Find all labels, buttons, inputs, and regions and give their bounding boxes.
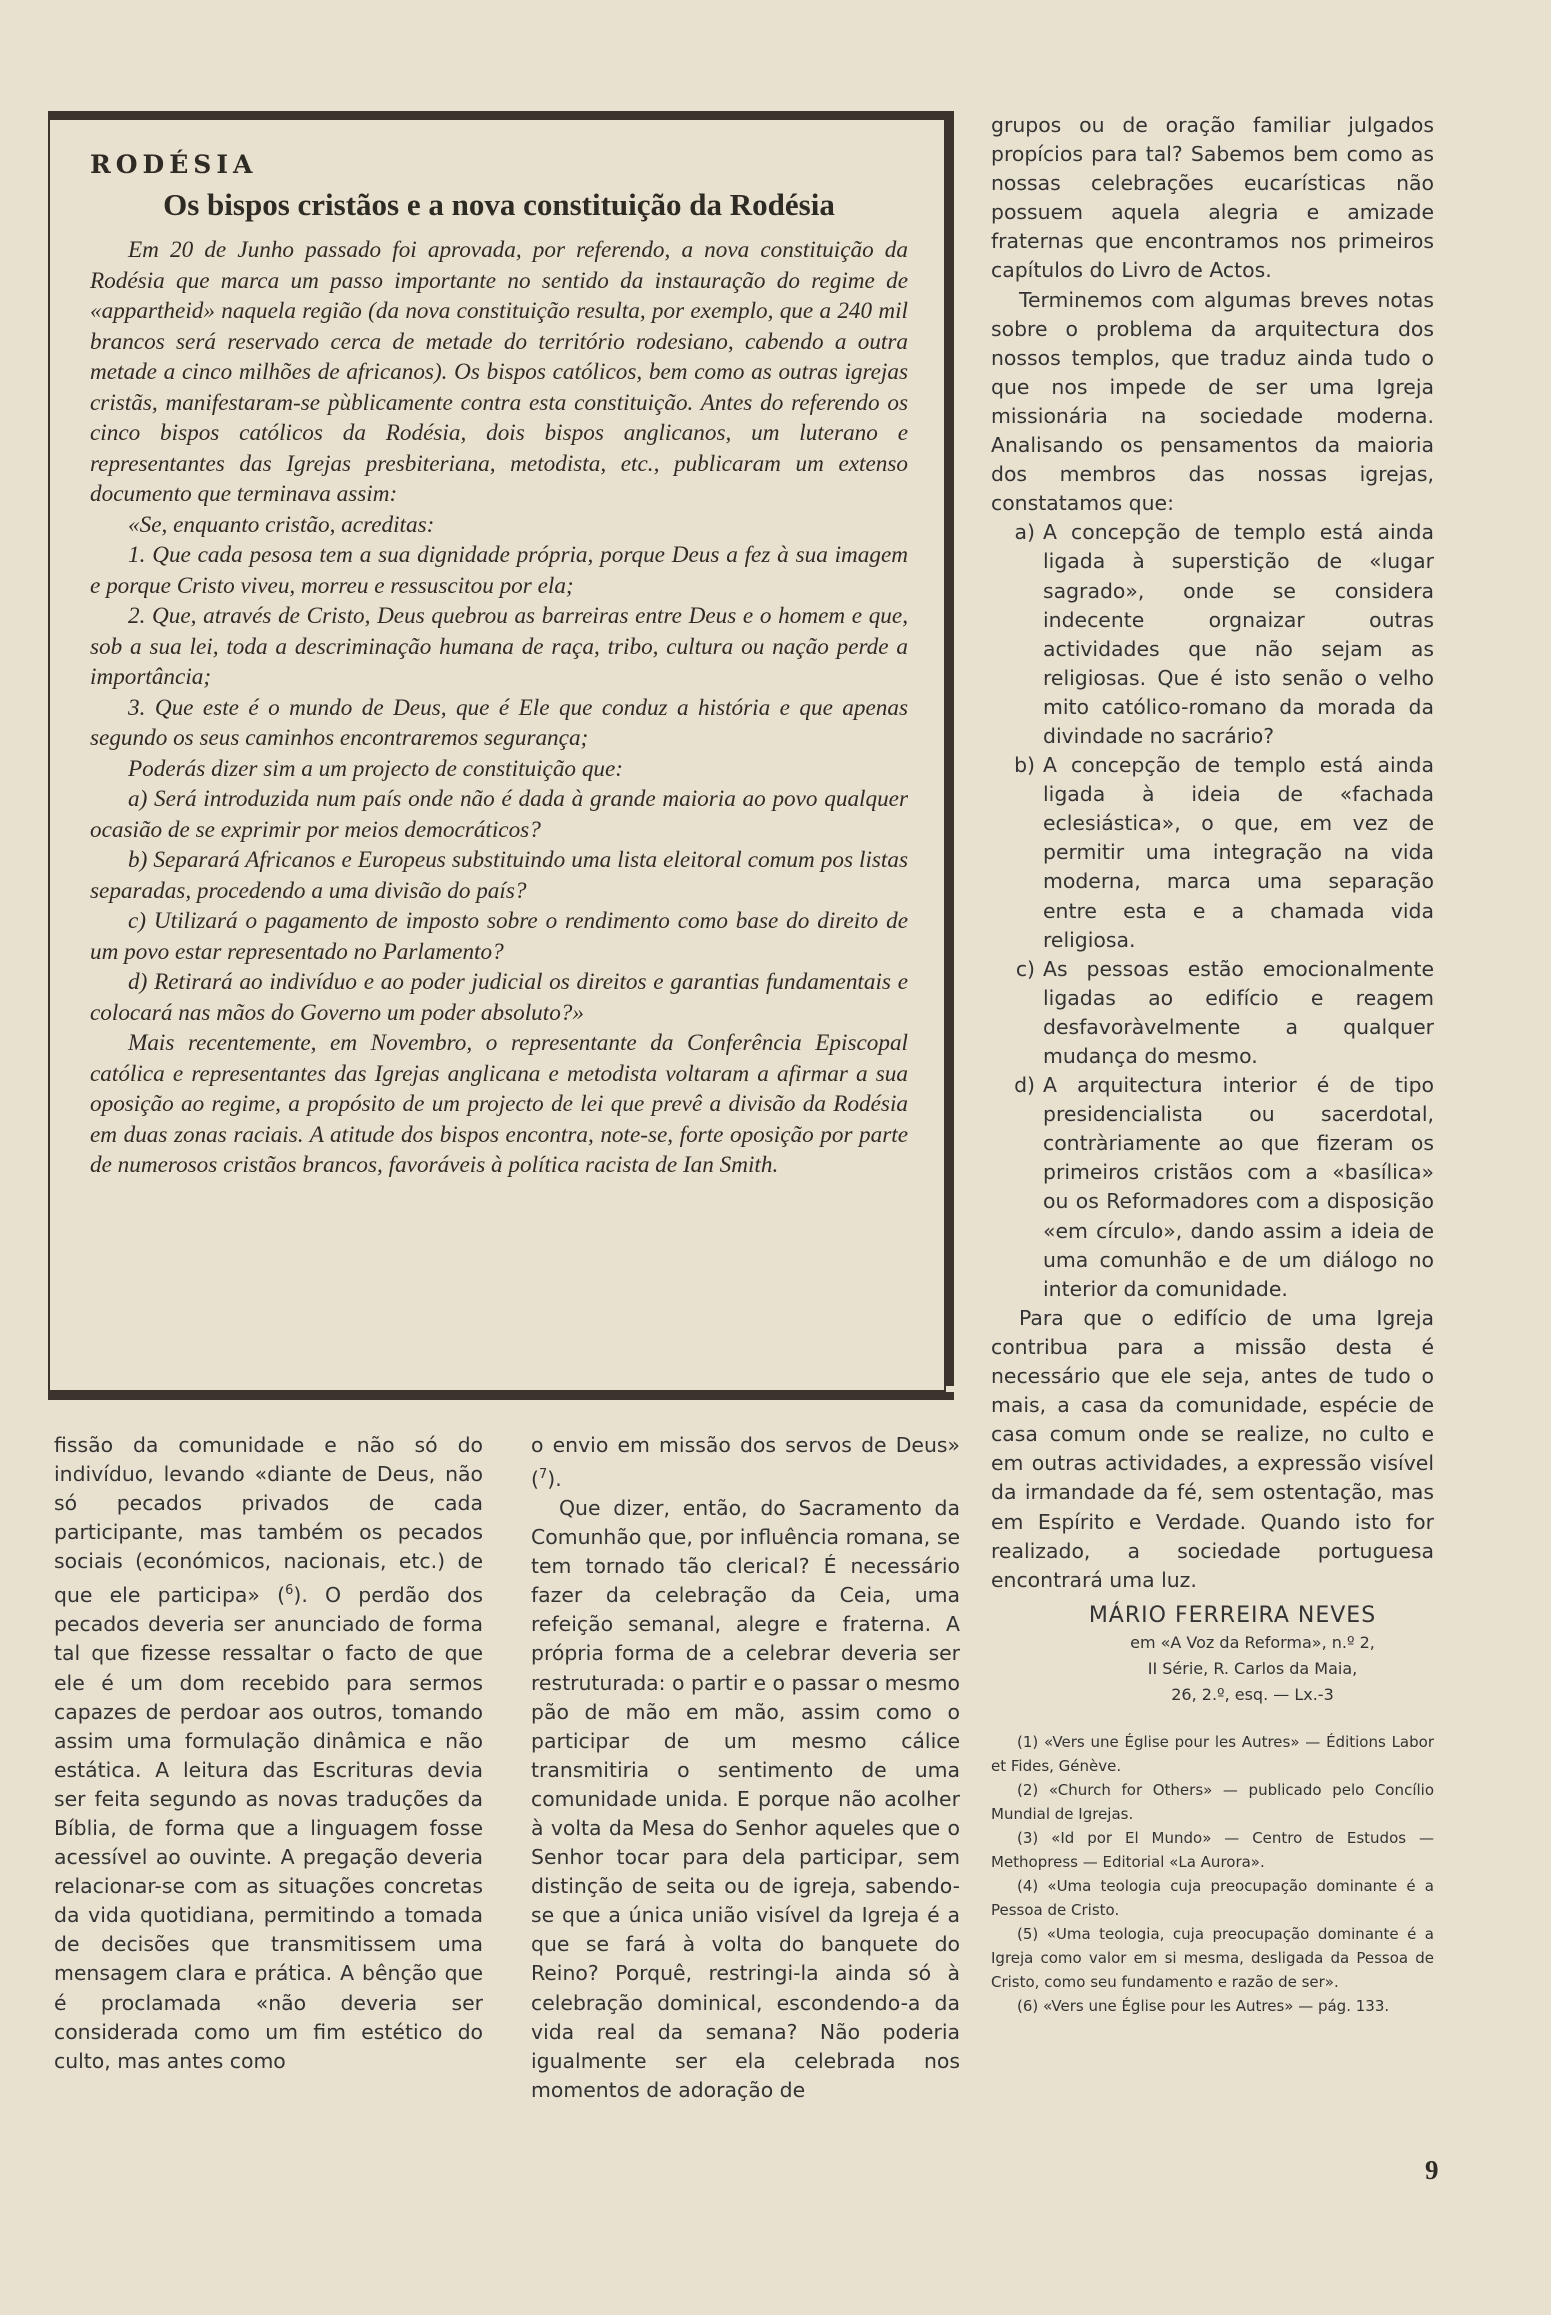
middle-paragraph-2: Que dizer, então, do Sacramento da Comunhão que, por influência romana, se tem tornado tão clerical? É necessário fazer da celebração da Ceia, uma refeição semanal, alegre e fraterna. A própria forma de a celebrar deveria ser restruturada: o partir e o passar o mesmo pão de mão em mão, assim como o participar de um mesmo cálice transmitiria o sentimento de uma comunidade unida. E porque não acolher à volta da Mesa do Senhor aqueles que o Senhor tocar para dela participar, sem distinção de seita ou de igreja, sabendo-se que a única união visível da Igreja é a que se fará à volta do banquete do Reino? Porquê, restringi-la ainda só à celebração dominical, escondendo-a da vida real da semana? Não poderia igualmente ser ela celebrada nos momentos de adoração de bbox=[531, 1495, 960, 2102]
list-label: d) bbox=[1014, 1073, 1035, 1098]
belief-1: 1. Que cada pesosa tem a sua dignidade própria, porque Deus a fez à sua imagem e porque Cristo viveu, morreu e ressuscitou por ela; bbox=[90, 542, 908, 599]
left-text-b: ). O perdão dos pecados deveria ser anunciado de forma tal que fizesse ressaltar o facto de que ele é um dom recebido para sermos capazes de perdoar aos outros, tomando assim uma formulação dinâmica e não estática. A leitura das Escrituras devia ser feita segundo as novas traduções da Bíblia, de forma que a linguagem fosse acessível ao ouvinte. A pregação deveria relacionar-se com as situações concretas da vida quotidiana, permitindo a tomada de decisões que transmitissem uma mensagem clara e prática. A bênção que é proclamada «não deveria ser considerada como um fim estético do culto, mas antes como bbox=[54, 1583, 483, 2073]
list-label: c) bbox=[1015, 956, 1035, 981]
left-column bbox=[54, 1431, 483, 2076]
right-paragraph-2: Terminemos com algumas breves notas sobre o problema da arquitectura dos nossos templos, que traduz ainda tudo o que nos impede de ser uma Igreja missionária na sociedade moderna. Analisando os pensamentos da maioria dos membros das nossas igrejas, constatamos que: bbox=[991, 287, 1434, 516]
middle-text-a: o envio em missão dos servos de Deus» ( bbox=[531, 1433, 960, 1491]
question-d: d) Retirará ao indivíduo e ao poder judicial os direitos e garantias fundamentais e colocará nas mãos do Governo um poder absoluto?» bbox=[90, 969, 908, 1026]
closing-paragraph: Mais recentemente, em Novembro, o representante da Conferência Episcopal católica e representantes das Igrejas anglicana e metodista voltaram a afirmar a sua oposição ao regime, a propósito de um projecto de lei que prevê a divisão da Rodésia em duas zonas raciais. A atitude dos bispos encontra, note-se, forte oposição por parte de numerosos cristãos brancos, favoráveis à política racista de Ian Smith. bbox=[90, 1030, 908, 1178]
box-shadow-bar bbox=[946, 111, 954, 1386]
footnote: (4) «Uma teologia cuja preocupação dominante é a Pessoa de Cristo. bbox=[991, 1876, 1434, 1919]
article-title: Os bispos cristãos e a nova constituição da Rodésia bbox=[163, 187, 835, 222]
source-line: em «A Voz da Reforma», n.º 2, bbox=[1130, 1632, 1375, 1652]
footnote: (1) «Vers une Église pour les Autres» — Éditions Labor et Fides, Génève. bbox=[991, 1732, 1434, 1775]
right-paragraph-1: grupos ou de oração familiar julgados propícios para tal? Sabemos bem como as nossas celebrações eucarísticas não possuem aquela alegria e amizade fraternas que encontramos nos primeiros capítulos do Livro de Actos. bbox=[991, 113, 1434, 283]
list-text: As pessoas estão emocionalmente ligadas ao edifício e reagem desfavoràvelmente a qualquer mudança do mesmo. bbox=[1043, 956, 1434, 1068]
source-citation bbox=[991, 1630, 1434, 1708]
left-paragraph bbox=[54, 1431, 483, 2076]
belief-3: 3. Que este é o mundo de Deus, que é Ele que conduz a história e que apenas segundo os seus caminhos encontraremos segurança; bbox=[90, 694, 908, 751]
list-item-b bbox=[991, 751, 1434, 955]
section-heading: RODÉSIA bbox=[90, 150, 258, 179]
list-item-d bbox=[991, 1071, 1434, 1304]
intro-paragraph: Em 20 de Junho passado foi aprovada, por referendo, a nova constituição da Rodésia que marca um passo importante no sentido da instauração do regime de «appartheid» naquela região (da nova constituição resulta, por exemplo, que a 240 mil brancos será reservado cerca de metade do território rodesiano, cabendo a outra metade a cinco milhões de africanos). Os bispos católicos, bem como as outras igrejas cristãs, manifestaram-se pùblicamente contra esta constituição. Antes do referendo os cinco bispos católicos da Rodésia, dois bispos anglicanos, um luterano e representantes das Igrejas presbiteriana, metodista, etc., publicaram um extenso documento que terminava assim: bbox=[90, 237, 908, 507]
middle-text-b: ). bbox=[547, 1466, 562, 1491]
list-label: b) bbox=[1014, 753, 1035, 778]
left-text-a: fissão da comunidade e não só do indivíduo, levando «diante de Deus, não só pecados privados de cada participante, mas também os pecados sociais (económicos, nacionais, etc.) de que ele participa» ( bbox=[54, 1433, 483, 1608]
footnote: (6) «Vers une Église pour les Autres» — pág. 133. bbox=[1017, 1996, 1390, 2015]
footnote: (5) «Uma teologia, cuja preocupação dominante é a Igreja como valor em si mesma, desligada da Pessoa de Cristo, como seu fundamento e razão de ser». bbox=[991, 1924, 1434, 1991]
footnote: (2) «Church for Others» — publicado pelo Concílio Mundial de Igrejas. bbox=[991, 1780, 1434, 1823]
footnote-ref-7: 7 bbox=[538, 1467, 548, 1483]
can-say: Poderás dizer sim a um projecto de constituição que: bbox=[128, 755, 624, 782]
footnote: (3) «Id por El Mundo» — Centro de Estudos — Methopress — Editorial «La Aurora». bbox=[991, 1828, 1434, 1871]
list-item-a bbox=[991, 518, 1434, 751]
question-c: c) Utilizará o pagamento de imposto sobre o rendimento como base do direito de um povo estar representado no Parlamento? bbox=[90, 908, 908, 965]
footnote-ref-6: 6 bbox=[285, 1583, 294, 1599]
middle-column bbox=[531, 1431, 960, 2105]
middle-paragraph-1 bbox=[531, 1431, 960, 1494]
box-content bbox=[90, 150, 908, 1181]
source-line: 26, 2.º, esq. — Lx.-3 bbox=[1171, 1684, 1334, 1704]
question-b: b) Separará Africanos e Europeus substituindo uma lista eleitoral comum pos listas separadas, procedendo a uma divisão do país? bbox=[90, 847, 908, 904]
quote-open: «Se, enquanto cristão, acreditas: bbox=[128, 511, 435, 538]
page-number: 9 bbox=[1425, 2155, 1439, 2185]
author-signature: MÁRIO FERREIRA NEVES bbox=[1088, 1602, 1377, 1628]
question-a: a) Será introduzida num país onde não é dada à grande maioria ao povo qualquer ocasião de se exprimir por meios democráticos? bbox=[90, 786, 908, 843]
rhodesia-box bbox=[48, 118, 946, 1392]
source-line: II Série, R. Carlos da Maia, bbox=[1147, 1658, 1358, 1678]
footnotes bbox=[991, 1730, 1434, 2018]
list-text: A concepção de templo está ainda ligada à ideia de «fachada eclesiástica», o que, em vez de permitir uma integração na vida moderna, marca uma separação entre esta e a chamada vida religiosa. bbox=[1043, 753, 1434, 952]
list-label: a) bbox=[1014, 520, 1035, 545]
box-body bbox=[90, 235, 908, 1181]
right-paragraph-3: Para que o edifício de uma Igreja contribua para a missão desta é necessário que ele seja, antes de tudo o mais, a casa da comunidade, espécie de casa comum onde se realize, no culto e em outras actividades, a expressão visível da irmandade da fé, sem ostentação, mas em Espírito e Verdade. Quando isto for realizado, a sociedade portuguesa encontrará uma luz. bbox=[991, 1305, 1434, 1592]
list-text: A arquitectura interior é de tipo presidencialista ou sacerdotal, contràriamente ao que fizeram os primeiros cristãos com a «basílica» ou os Reformadores com a disposição «em círculo», dando assim a ideia de uma comunhão e de um diálogo no interior da comunidade. bbox=[1043, 1073, 1434, 1301]
belief-2: 2. Que, através de Cristo, Deus quebrou as barreiras entre Deus e o homem e que, sob a sua lei, toda a descriminação humana de raça, tribo, cultura ou nação perde a importância; bbox=[90, 603, 908, 690]
list-item-c bbox=[991, 955, 1434, 1071]
list-text: A concepção de templo está ainda ligada à superstição de «lugar sagrado», onde se considera indecente orgnaizar outras actividades que não sejam as religiosas. Que é isto senão o velho mito católico-romano da morada da divindade no sacrário? bbox=[1043, 520, 1434, 748]
right-column bbox=[991, 111, 1434, 2018]
